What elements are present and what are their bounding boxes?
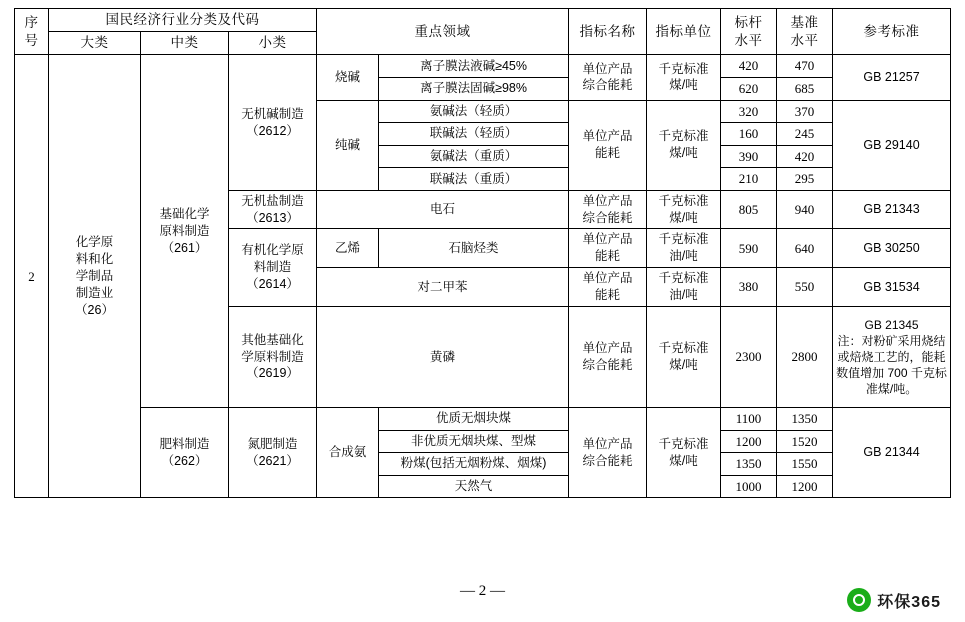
header-minor: 小类 bbox=[229, 32, 317, 55]
cell-benchmark: 805 bbox=[721, 190, 777, 229]
cell-baseline: 550 bbox=[777, 268, 833, 307]
cell-benchmark: 390 bbox=[721, 145, 777, 168]
cell-indicator-unit: 千克标准 油/吨 bbox=[647, 268, 721, 307]
cell-minor: 有机化学原 料制造 （2614） bbox=[229, 229, 317, 307]
cell-baseline: 1200 bbox=[777, 475, 833, 498]
cell-standard: GB 21344 bbox=[833, 407, 951, 497]
cell-standard: GB 21257 bbox=[833, 55, 951, 100]
standard-code: GB 21345 bbox=[864, 317, 919, 332]
standard-note: 注：对粉矿采用烧结或焙烧工艺的，能耗数值增加 700 千克标准煤/吨。 bbox=[836, 333, 947, 397]
cell-field: 石脑烃类 bbox=[379, 229, 569, 268]
cell-group: 乙烯 bbox=[317, 229, 379, 268]
cell-standard: GB 21343 bbox=[833, 190, 951, 229]
cell-baseline: 245 bbox=[777, 123, 833, 146]
cell-group: 纯碱 bbox=[317, 100, 379, 190]
cell-baseline: 1550 bbox=[777, 453, 833, 476]
header-reference-standard: 参考标准 bbox=[833, 9, 951, 55]
cell-baseline: 685 bbox=[777, 77, 833, 100]
cell-indicator-unit: 千克标准 煤/吨 bbox=[647, 55, 721, 100]
cell-medium: 基础化学 原料制造 （261） bbox=[141, 55, 229, 408]
cell-indicator-unit: 千克标准 煤/吨 bbox=[647, 190, 721, 229]
cell-baseline: 1520 bbox=[777, 430, 833, 453]
table-row bbox=[15, 407, 951, 430]
header-baseline-level: 基准 水平 bbox=[777, 9, 833, 55]
cell-benchmark: 1000 bbox=[721, 475, 777, 498]
cell-minor: 氮肥制造 （2621） bbox=[229, 407, 317, 497]
cell-benchmark: 2300 bbox=[721, 306, 777, 407]
cell-benchmark: 1100 bbox=[721, 407, 777, 430]
cell-field: 对二甲苯 bbox=[317, 268, 569, 307]
header-indicator-unit: 指标单位 bbox=[647, 9, 721, 55]
cell-baseline: 2800 bbox=[777, 306, 833, 407]
cell-standard: GB 30250 bbox=[833, 229, 951, 268]
header-seq: 序号 bbox=[15, 9, 49, 55]
cell-baseline: 1350 bbox=[777, 407, 833, 430]
cell-baseline: 640 bbox=[777, 229, 833, 268]
cell-baseline: 940 bbox=[777, 190, 833, 229]
cell-medium: 肥料制造 （262） bbox=[141, 407, 229, 497]
watermark-label: 环保365 bbox=[877, 593, 941, 611]
wechat-official-account-icon bbox=[847, 588, 871, 612]
cell-minor: 其他基础化 学原料制造 （2619） bbox=[229, 306, 317, 407]
cell-baseline: 370 bbox=[777, 100, 833, 123]
cell-indicator-name: 单位产品 综合能耗 bbox=[569, 407, 647, 497]
cell-group: 合成氨 bbox=[317, 407, 379, 497]
header-medium: 中类 bbox=[141, 32, 229, 55]
cell-field: 联碱法（重质） bbox=[379, 168, 569, 191]
cell-field: 非优质无烟块煤、型煤 bbox=[379, 430, 569, 453]
cell-benchmark: 1200 bbox=[721, 430, 777, 453]
cell-minor: 无机碱制造 （2612） bbox=[229, 55, 317, 190]
energy-efficiency-table bbox=[14, 8, 951, 498]
table-header bbox=[15, 9, 951, 55]
cell-indicator-name: 单位产品 能耗 bbox=[569, 100, 647, 190]
header-key-field: 重点领域 bbox=[317, 9, 569, 55]
table-body bbox=[15, 55, 951, 498]
cell-baseline: 470 bbox=[777, 55, 833, 78]
cell-field: 黄磷 bbox=[317, 306, 569, 407]
cell-field: 离子膜法固碱≥98% bbox=[379, 77, 569, 100]
cell-minor: 无机盐制造 （2613） bbox=[229, 190, 317, 229]
cell-field: 氨碱法（轻质） bbox=[379, 100, 569, 123]
cell-field: 天然气 bbox=[379, 475, 569, 498]
cell-benchmark: 380 bbox=[721, 268, 777, 307]
header-industry-group: 国民经济行业分类及代码 bbox=[49, 9, 317, 32]
cell-benchmark: 320 bbox=[721, 100, 777, 123]
table-row bbox=[15, 55, 951, 78]
cell-indicator-unit: 千克标准 煤/吨 bbox=[647, 407, 721, 497]
cell-baseline: 420 bbox=[777, 145, 833, 168]
cell-baseline: 295 bbox=[777, 168, 833, 191]
cell-field: 优质无烟块煤 bbox=[379, 407, 569, 430]
page-number: — 2 — bbox=[460, 583, 505, 599]
cell-standard: GB 29140 bbox=[833, 100, 951, 190]
cell-indicator-name: 单位产品 综合能耗 bbox=[569, 55, 647, 100]
cell-field: 粉煤(包括无烟粉煤、烟煤) bbox=[379, 453, 569, 476]
cell-benchmark: 210 bbox=[721, 168, 777, 191]
cell-field: 离子膜法液碱≥45% bbox=[379, 55, 569, 78]
cell-benchmark: 620 bbox=[721, 77, 777, 100]
cell-benchmark: 160 bbox=[721, 123, 777, 146]
cell-field: 联碱法（轻质） bbox=[379, 123, 569, 146]
cell-indicator-name: 单位产品 能耗 bbox=[569, 268, 647, 307]
cell-field: 氨碱法（重质） bbox=[379, 145, 569, 168]
watermark bbox=[847, 588, 941, 612]
cell-seq: 2 bbox=[15, 55, 49, 498]
cell-indicator-unit: 千克标准 油/吨 bbox=[647, 229, 721, 268]
cell-benchmark: 590 bbox=[721, 229, 777, 268]
cell-indicator-name: 单位产品 能耗 bbox=[569, 229, 647, 268]
cell-indicator-name: 单位产品 综合能耗 bbox=[569, 190, 647, 229]
header-major: 大类 bbox=[49, 32, 141, 55]
cell-indicator-unit: 千克标准 煤/吨 bbox=[647, 306, 721, 407]
header-indicator-name: 指标名称 bbox=[569, 9, 647, 55]
cell-indicator-name: 单位产品 综合能耗 bbox=[569, 306, 647, 407]
cell-field: 电石 bbox=[317, 190, 569, 229]
cell-major: 化学原 料和化 学制品 制造业 （26） bbox=[49, 55, 141, 498]
cell-standard-with-note bbox=[833, 306, 951, 407]
cell-standard: GB 31534 bbox=[833, 268, 951, 307]
cell-group: 烧碱 bbox=[317, 55, 379, 100]
cell-indicator-unit: 千克标准 煤/吨 bbox=[647, 100, 721, 190]
cell-benchmark: 1350 bbox=[721, 453, 777, 476]
header-benchmark-level: 标杆 水平 bbox=[721, 9, 777, 55]
cell-benchmark: 420 bbox=[721, 55, 777, 78]
